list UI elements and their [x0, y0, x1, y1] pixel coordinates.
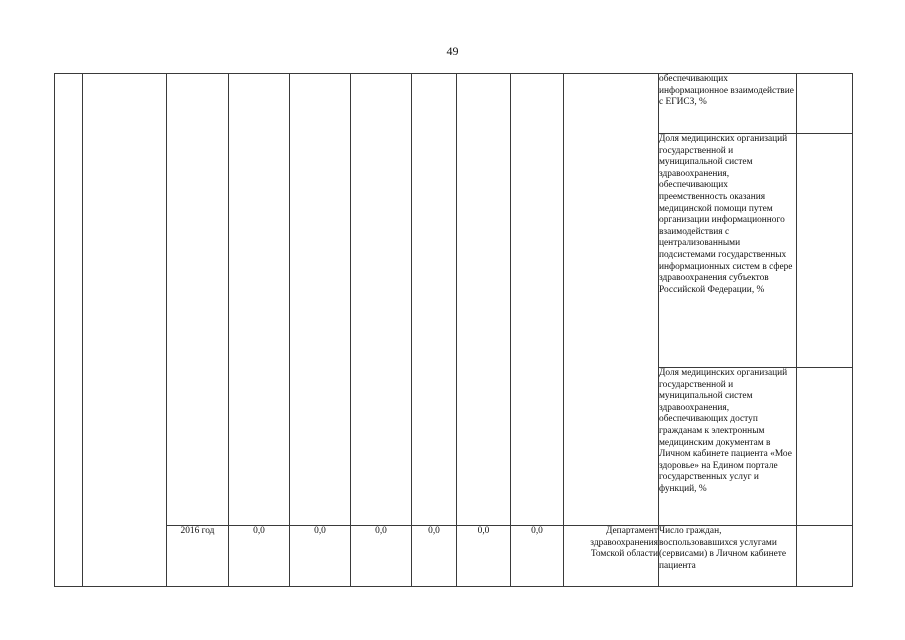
indicator-cell: обеспечивающих информационное взаимодействие с ЕГИСЗ, %	[659, 74, 797, 134]
page-number: 49	[446, 44, 459, 58]
value-cell: 0,0	[229, 526, 290, 587]
table-cell-value-indicator	[797, 368, 853, 526]
year-cell: 2016 год	[167, 526, 229, 587]
table-cell-value	[229, 74, 290, 526]
table-row	[55, 74, 853, 134]
table-cell-value	[412, 74, 457, 526]
table-cell-number	[55, 74, 83, 587]
table-cell-value-indicator	[797, 74, 853, 134]
indicator-cell: Доля медицинских организаций государственной и муниципальной систем здравоохранения, обеспечивающих доступ гражданам к электронным медицинским документам в Личном кабинете пациента «Мое здоровье» на Едином портале государственных услуг и функций, %	[659, 368, 797, 526]
table-cell-year	[167, 74, 229, 526]
value-cell: 0,0	[511, 526, 564, 587]
department-cell: Департамент здравоохранения Томской области	[564, 526, 659, 587]
value-cell: 0,0	[412, 526, 457, 587]
table-cell-value-indicator	[797, 526, 853, 587]
table-cell-name	[83, 74, 167, 587]
table-cell-value	[511, 74, 564, 526]
value-cell: 0,0	[351, 526, 412, 587]
indicator-cell: Число граждан, воспользовавшихся услугами (сервисами) в Личном кабинете пациента	[659, 526, 797, 587]
table-cell-department	[564, 74, 659, 526]
value-cell: 0,0	[290, 526, 351, 587]
program-indicators-table	[54, 73, 853, 587]
value-cell: 0,0	[457, 526, 511, 587]
table-cell-value	[351, 74, 412, 526]
table-cell-value	[290, 74, 351, 526]
indicator-cell: Доля медицинских организаций государственной и муниципальной систем здравоохранения, обеспечивающих преемственность оказания медицинской помощи путем организации информационного взаимодействия с централизованными подсистемами государственных информационных систем в сфере здравоохранения субъектов Российской Федерации, %	[659, 134, 797, 368]
table-cell-value	[457, 74, 511, 526]
table-row-2016	[55, 526, 853, 587]
table-cell-value-indicator	[797, 134, 853, 368]
